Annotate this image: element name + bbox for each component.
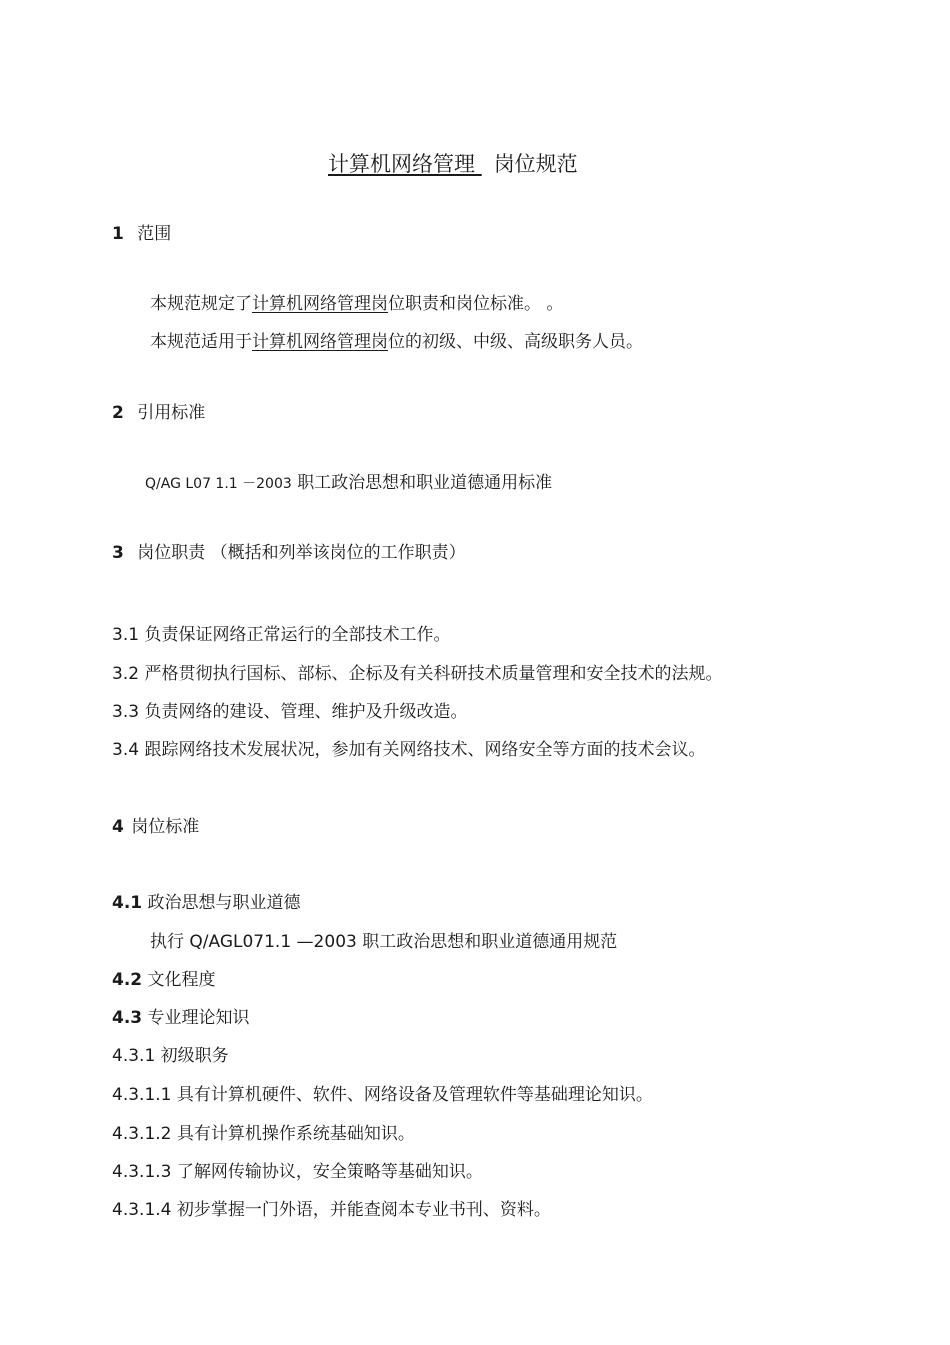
section-title: 岗位标准: [131, 817, 200, 837]
subsection-title: 政治思想与职业道德: [147, 893, 301, 913]
subsection-number: 4.2: [112, 970, 143, 990]
text: 本规范规定了: [150, 294, 252, 314]
list-item: 3.2 严格贯彻执行国标、部标、企标及有关科研技术质量管理和安全技术的法规。: [112, 664, 723, 684]
list-item: 3.1 负责保证网络正常运行的全部技术工作。: [112, 625, 451, 645]
section-number: 3: [112, 543, 124, 563]
section-title: 范围: [137, 224, 172, 244]
list-item: 3.3 负责网络的建设、管理、维护及升级改造。: [112, 702, 468, 722]
underlined-term: 计算机网络管理岗: [252, 294, 388, 314]
list-item: 4.3.1.4 初步掌握一门外语，并能查阅本专业书刊、资料。: [112, 1200, 551, 1220]
section-number: 4: [112, 817, 124, 837]
section-title: 岗位职责 （概括和列举该岗位的工作职责）: [137, 543, 466, 563]
text: 位的初级、中级、高级职务人员。: [388, 332, 643, 352]
section-1-paragraph-1: [150, 293, 563, 315]
subsection-title: 专业理论知识: [147, 1008, 250, 1028]
section-title: 引用标准: [137, 403, 206, 423]
section-3-heading: [112, 542, 466, 564]
subsection-4-1-text: 执行 Q/AGL071.1 —2003 职工政治思想和职业道德通用规范: [150, 932, 618, 952]
subsection-number: 4.3: [112, 1008, 143, 1028]
text: 位职责和岗位标准。 。: [388, 294, 564, 314]
subsection-number: 4.1: [112, 893, 143, 913]
subsection-title: 文化程度: [147, 970, 216, 990]
list-item: 4.3.1 初级职务: [112, 1046, 229, 1066]
subsection-4-1-heading: [112, 892, 301, 914]
subsection-4-3-heading: [112, 1007, 250, 1029]
list-item: 3.4 跟踪网络技术发展状况，参加有关网络技术、网络安全等方面的技术会议。: [112, 740, 706, 760]
section-2-heading: [112, 402, 205, 424]
list-item: 4.3.1.3 了解网传输协议，安全策略等基础知识。: [112, 1162, 483, 1182]
standard-code: Q/AG L07 1.1 －2003: [145, 476, 292, 492]
underlined-term: 计算机网络管理岗: [252, 332, 388, 352]
standard-title: 职工政治思想和职业道德通用标准: [297, 473, 553, 493]
section-4-heading: [112, 816, 199, 838]
list-item: 4.3.1.1 具有计算机硬件、软件、网络设备及管理软件等基础理论知识。: [112, 1085, 653, 1105]
subsection-4-2-heading: [112, 969, 216, 991]
section-1-paragraph-2: [150, 331, 643, 353]
text: 本规范适用于: [150, 332, 252, 352]
title-underlined-part: 计算机网络管理: [328, 152, 482, 176]
title-rest-part: 岗位规范: [493, 152, 578, 176]
section-number: 2: [112, 403, 124, 423]
page-title: [328, 150, 578, 178]
section-1-heading: [112, 223, 171, 245]
list-item: 4.3.1.2 具有计算机操作系统基础知识。: [112, 1124, 415, 1144]
reference-standard: [145, 472, 552, 495]
section-number: 1: [112, 224, 124, 244]
